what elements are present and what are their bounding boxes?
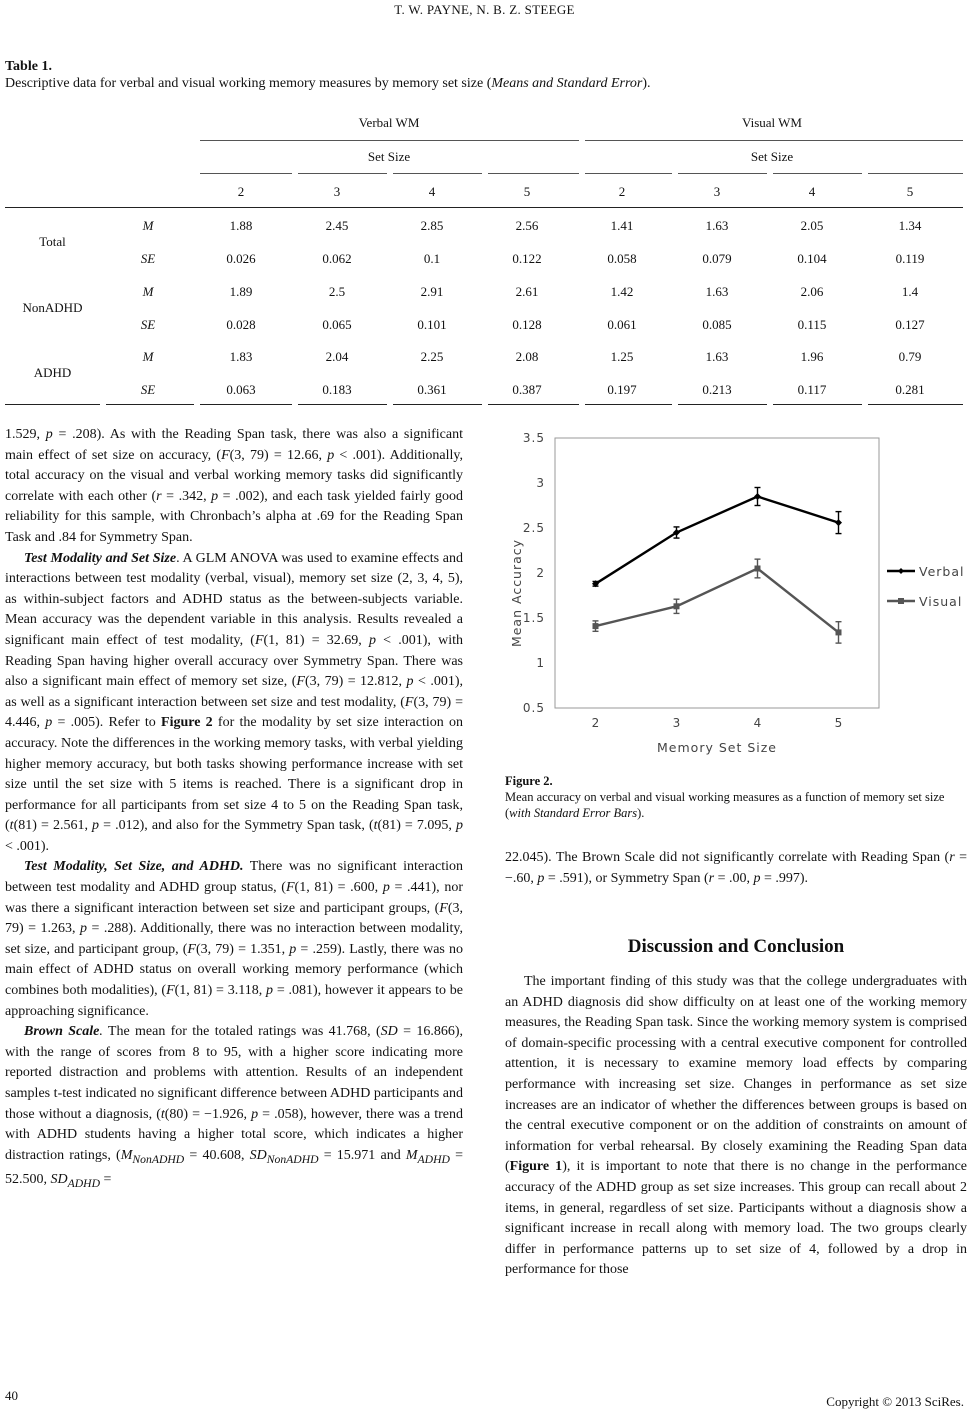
table-cell: 0.058 <box>607 251 637 266</box>
y-tick-label: 1.5 <box>522 611 545 625</box>
paragraph: Brown Scale. The mean for the totaled ratings was 41.768, (SD = 16.866), with the range of scores from 8 to 95, with a higher score indicating more reported distraction and problems with attention. Results of an independent samples t-test indicated no significant difference between ADHD participants and those without a diagnosis, (t(80) = −1.926, p = .058), however, there was a trend with ADHD students having a higher total score, which indicates a higher distraction ratings, ($M_{NonADHD} = 40.608$, $SD_{NonADHD} = 15.971$ and $M_{ADHD} = 52.500$, $SD_{ADHD}$ = <box>5 1024 463 1190</box>
table-cell: 2.04 <box>325 349 349 364</box>
paragraph: Test Modality, Set Size, and ADHD. There was no significant interaction between test modality and ADHD group status, (F(1, 81) = .600, p = .441), nor was there a significant interaction between set size and participant groups, (F(3, 79) = 1.263, p = .288). Additionally, there was no interaction between modality, set size, and participant group, (F(3, 79) = 1.351, p = .259). Lastly, there was no main effect of ADHD status on overall working memory performance (which combines both modalities), (F(1, 81) = 3.118, p = .081), however it appears to be approaching significance. <box>5 859 464 1019</box>
series-line-verbal <box>596 497 839 584</box>
table-cell: 0.1 <box>423 251 441 266</box>
x-tick-label: 5 <box>834 716 843 730</box>
figure-description: Mean accuracy on verbal and visual working measures as a function of memory set size (with Standard Error Bars). <box>505 790 945 820</box>
table-cell: 0.122 <box>512 251 542 266</box>
y-tick-label: 0.5 <box>522 701 545 715</box>
table-set-size-header: 3 <box>333 184 341 199</box>
table-cell: 2.05 <box>800 218 824 233</box>
table-cell: 2.85 <box>420 218 444 233</box>
accuracy-line-chart <box>507 428 965 768</box>
table-rule <box>678 173 767 174</box>
table-set-size-header: 2 <box>237 184 245 199</box>
table-cell: 1.34 <box>898 218 922 233</box>
table-group-header: Visual WM <box>741 115 802 130</box>
table-cell: 1.63 <box>705 218 729 233</box>
table-set-size-header: 4 <box>428 184 436 199</box>
table-cell: 0.79 <box>898 349 922 364</box>
table-group-label: ADHD <box>33 365 72 380</box>
table-rule <box>298 404 387 405</box>
table-cell: 0.387 <box>512 382 542 397</box>
table-cell: 2.61 <box>515 284 539 299</box>
table-rule <box>585 140 963 141</box>
table-subgroup-header: Set Size <box>367 149 411 164</box>
table-set-size-header: 2 <box>618 184 626 199</box>
table-stat-label: M <box>142 349 154 364</box>
table-cell: 2.06 <box>800 284 824 299</box>
data-point <box>674 603 680 609</box>
table-cell: 0.128 <box>512 317 542 332</box>
table-rule <box>773 173 862 174</box>
plot-frame <box>555 438 879 708</box>
table-stat-label: M <box>142 218 154 233</box>
figure-caption <box>505 773 967 821</box>
table-cell: 1.4 <box>901 284 919 299</box>
table-rule <box>106 404 194 405</box>
table-cell: 2.91 <box>420 284 444 299</box>
table-cell: 0.127 <box>895 317 925 332</box>
table-group-header: Verbal WM <box>358 115 420 130</box>
table-cell: 1.63 <box>705 284 729 299</box>
x-axis-label: Memory Set Size <box>657 740 777 755</box>
page-number: 40 <box>5 1388 18 1403</box>
table-rule <box>298 173 387 174</box>
table-cell: 2.08 <box>515 349 539 364</box>
y-tick-label: 2.5 <box>522 521 545 535</box>
table-rule <box>5 207 963 208</box>
table-cell: 2.5 <box>328 284 346 299</box>
table-stat-label: M <box>142 284 154 299</box>
table-cell: 1.89 <box>229 284 253 299</box>
table-cell: 2.45 <box>325 218 349 233</box>
y-tick-label: 3 <box>536 476 545 490</box>
left-text-column <box>5 425 463 1195</box>
table-cell: 0.061 <box>607 317 637 332</box>
paragraph: 22.045). The Brown Scale did not significantly correlate with Reading Span (r = −.60, p = .591), or Symmetry Span (r = .00, p = .997). <box>505 850 967 886</box>
table-cell: 0.183 <box>322 382 352 397</box>
legend-marker <box>898 598 904 604</box>
table-cell: 0.065 <box>322 317 352 332</box>
legend-label: Verbal <box>919 564 965 579</box>
table-cell: 0.079 <box>702 251 732 266</box>
paragraph: The important finding of this study was that the college undergraduates with an ADHD diagnosis did show difficulty on at least one of the working memory measures, the Reading Span task. Since the working memory system is comprised of domain-specific processing with a central executive component for controlled attention, it is necessary to examine memory load effects by comparing performance with increasing set size. Changes in performance as set size increases are an indicator of whether the differences between groups is based on the central executive component or on the addition of constraints on amount of information for verbal rehearsal. By closely examining the Reading Span data (Figure 1), it is important to note that there is no change in the performance accuracy of the ADHD group as set size increases. This group can recall about 2 items, in general, regardless of set size. Participants without a diagnosis show a significant increase in recall along with memory load. The two groups clearly differ in performance patterns up to set size of 4, followed by a drop in performance for those <box>505 974 967 1278</box>
table-subgroup-header: Set Size <box>750 149 794 164</box>
y-tick-label: 2 <box>536 566 545 580</box>
data-point <box>754 493 761 500</box>
table-cell: 1.83 <box>229 349 253 364</box>
table-set-size-header: 4 <box>808 184 816 199</box>
table-rule <box>393 173 482 174</box>
table-cell: 1.63 <box>705 349 729 364</box>
table-set-size-header: 5 <box>523 184 531 199</box>
table-cell: 0.063 <box>226 382 256 397</box>
table-rule <box>393 404 482 405</box>
table-cell: 0.062 <box>322 251 352 266</box>
x-tick-label: 2 <box>591 716 600 730</box>
table-cell: 0.117 <box>797 382 827 397</box>
table-cell: 0.115 <box>797 317 827 332</box>
table-caption <box>5 58 651 92</box>
table-cell: 0.119 <box>895 251 925 266</box>
table-cell: 1.41 <box>610 218 634 233</box>
y-tick-label: 1 <box>536 656 545 670</box>
table-description: Descriptive data for verbal and visual working memory measures by memory set size (Means and Standard Error). <box>5 76 651 91</box>
table-stat-label: SE <box>140 317 156 332</box>
table-rule <box>585 173 672 174</box>
table-cell: 0.101 <box>417 317 447 332</box>
data-point <box>836 629 842 635</box>
table-cell: 0.197 <box>607 382 637 397</box>
y-axis-label: Mean Accuracy <box>509 538 524 648</box>
table-cell: 0.281 <box>895 382 925 397</box>
table-stat-label: SE <box>140 382 156 397</box>
x-tick-label: 3 <box>672 716 681 730</box>
table-cell: 1.25 <box>610 349 634 364</box>
table-rule <box>488 173 579 174</box>
table-cell: 1.96 <box>800 349 824 364</box>
table-rule <box>773 404 862 405</box>
data-point <box>593 623 599 629</box>
table-group-label: NonADHD <box>22 300 83 315</box>
table-cell: 0.026 <box>226 251 256 266</box>
table-rule <box>488 404 579 405</box>
right-text-bottom <box>505 972 967 1281</box>
data-point <box>755 566 761 572</box>
y-tick-label: 3.5 <box>522 431 545 445</box>
table-cell: 0.213 <box>702 382 732 397</box>
table-rule <box>200 140 579 141</box>
paragraph: Test Modality and Set Size. A GLM ANOVA was used to examine effects and interactions between test modality (verbal, visual), memory set size (2, 3, 4, 5), as within-subject factors and ADHD status as the between-subjects variable. Mean accuracy was the dependent variable in this analysis. Results revealed a significant main effect of test modality, (F(1, 81) = 32.69, p < .001), with Reading Span having higher overall accuracy over Symmetry Span. There was also a significant main effect of memory set size, (F(3, 79) = 12.812, p < .001), as well as a significant interaction between set size and test modality, (F(3, 79) = 4.446, p = .005). Refer to Figure 2 for the modality by set size interaction on accuracy. Note the differences in the working memory tasks, with verbal yielding higher memory accuracy, but both tasks showing performance increase with set size until the set size with 5 items is reached. There is a significant drop in performance for all participants from set size 4 to 5 on the Reading Span task, (t(81) = 2.561, p = .012), and also for the Symmetry Span task, (t(81) = 7.095, p < .001). <box>5 550 464 854</box>
table-rule <box>585 404 672 405</box>
table-cell: 0.104 <box>797 251 827 266</box>
x-tick-label: 4 <box>753 716 762 730</box>
table-group-label: Total <box>39 234 66 249</box>
table-set-size-header: 3 <box>713 184 721 199</box>
running-head: T. W. PAYNE, N. B. Z. STEEGE <box>394 2 575 17</box>
series-line-visual <box>596 569 839 633</box>
table-rule <box>200 173 292 174</box>
section-heading: Discussion and Conclusion <box>627 936 845 957</box>
data-point <box>835 519 842 526</box>
table-rule <box>678 404 767 405</box>
table-cell: 0.028 <box>226 317 256 332</box>
paragraph: 1.529, p = .208). As with the Reading Span task, there was also a significant main effect of set size on accuracy, (F(3, 79) = 12.66, p < .001). Additionally, total accuracy on the visual and verbal working memory tasks did significantly correlate with each other (r = .342, p = .002), and each task yielded fairly good reliability for this sample, with Chronbach’s alpha at .69 for the Reading Span Task and .84 for Symmetry Span. <box>5 427 463 545</box>
table-rule <box>200 404 292 405</box>
table-cell: 1.88 <box>229 218 253 233</box>
table-cell: 0.361 <box>417 382 447 397</box>
table-cell: 0.085 <box>702 317 732 332</box>
table-set-size-header: 5 <box>906 184 914 199</box>
table-cell: 2.56 <box>515 218 539 233</box>
table-rule <box>868 173 963 174</box>
legend-label: Visual <box>919 594 963 609</box>
table-rule <box>5 404 100 405</box>
table-stat-label: SE <box>140 251 156 266</box>
table-cell: 2.25 <box>420 349 444 364</box>
table-rule <box>868 404 963 405</box>
right-text-top <box>505 848 967 889</box>
table-label: Table 1. <box>5 59 52 74</box>
legend-marker <box>898 568 904 574</box>
figure-label: Figure 2. <box>505 774 553 788</box>
table-cell: 1.42 <box>610 284 634 299</box>
copyright: Copyright © 2013 SciRes. <box>826 1394 964 1409</box>
